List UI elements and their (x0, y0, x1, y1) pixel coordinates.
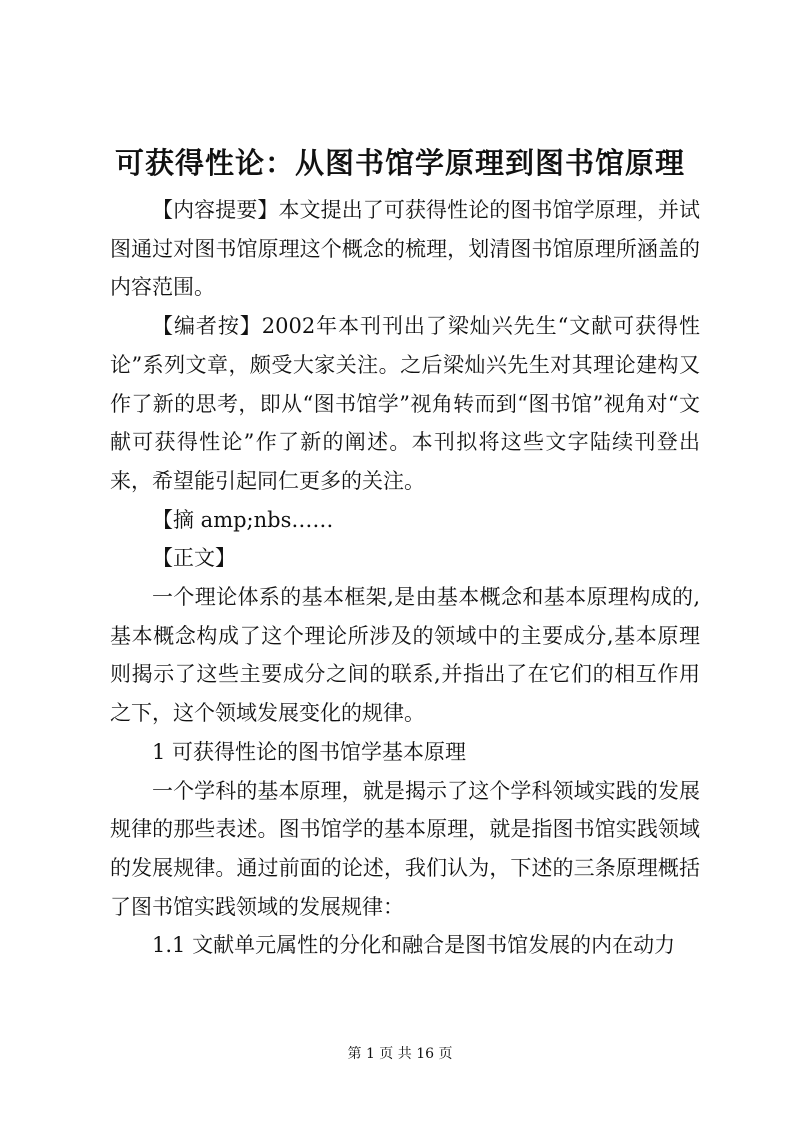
main-text-label: 【正文】 (152, 546, 236, 571)
body-paragraph: 一个学科的基本原理，就是揭示了这个学科领域实践的发展规律的那些表述。图书馆学的基本原理，就是指图书馆实践领域的发展规律。通过前面的论述，我们认为，下述的三条原理概括了图书馆实践领域的发展规律： (110, 778, 700, 919)
document-body (110, 191, 700, 965)
subsection-heading: 1.1 文献单元属性的分化和融合是图书馆发展的内在动力 (152, 933, 676, 958)
editor-note-paragraph: 【编者按】2002年本刊刊出了梁灿兴先生“文献可获得性论”系列文章，颇受大家关注。之后梁灿兴先生对其理论建构又作了新的思考，即从“图书馆学”视角转而到“图书馆”视角对“文献可获得性论”作了新的阐述。本刊拟将这些文字陆续刊登出来，希望能引起同仁更多的关注。 (110, 314, 700, 493)
document-title: 可获得性论：从图书馆学原理到图书馆原理 (114, 146, 685, 180)
body-paragraph: 一个理论体系的基本框架,是由基本概念和基本原理构成的,基本概念构成了这个理论所涉及的领域中的主要成分,基本原理则揭示了这些主要成分之间的联系,并指出了在它们的相互作用之下，这个领域发展变化的规律。 (110, 585, 700, 726)
section-heading: 1 可获得性论的图书馆学基本原理 (152, 739, 467, 764)
abstract-paragraph: 【内容提要】本文提出了可获得性论的图书馆学原理，并试图通过对图书馆原理这个概念的梳理，划清图书馆原理所涵盖的内容范围。 (110, 198, 700, 300)
summary-snippet: 【摘 amp;nbs…… (152, 507, 334, 532)
page-number-footer: 第 1 页 共 16 页 (347, 1046, 453, 1062)
